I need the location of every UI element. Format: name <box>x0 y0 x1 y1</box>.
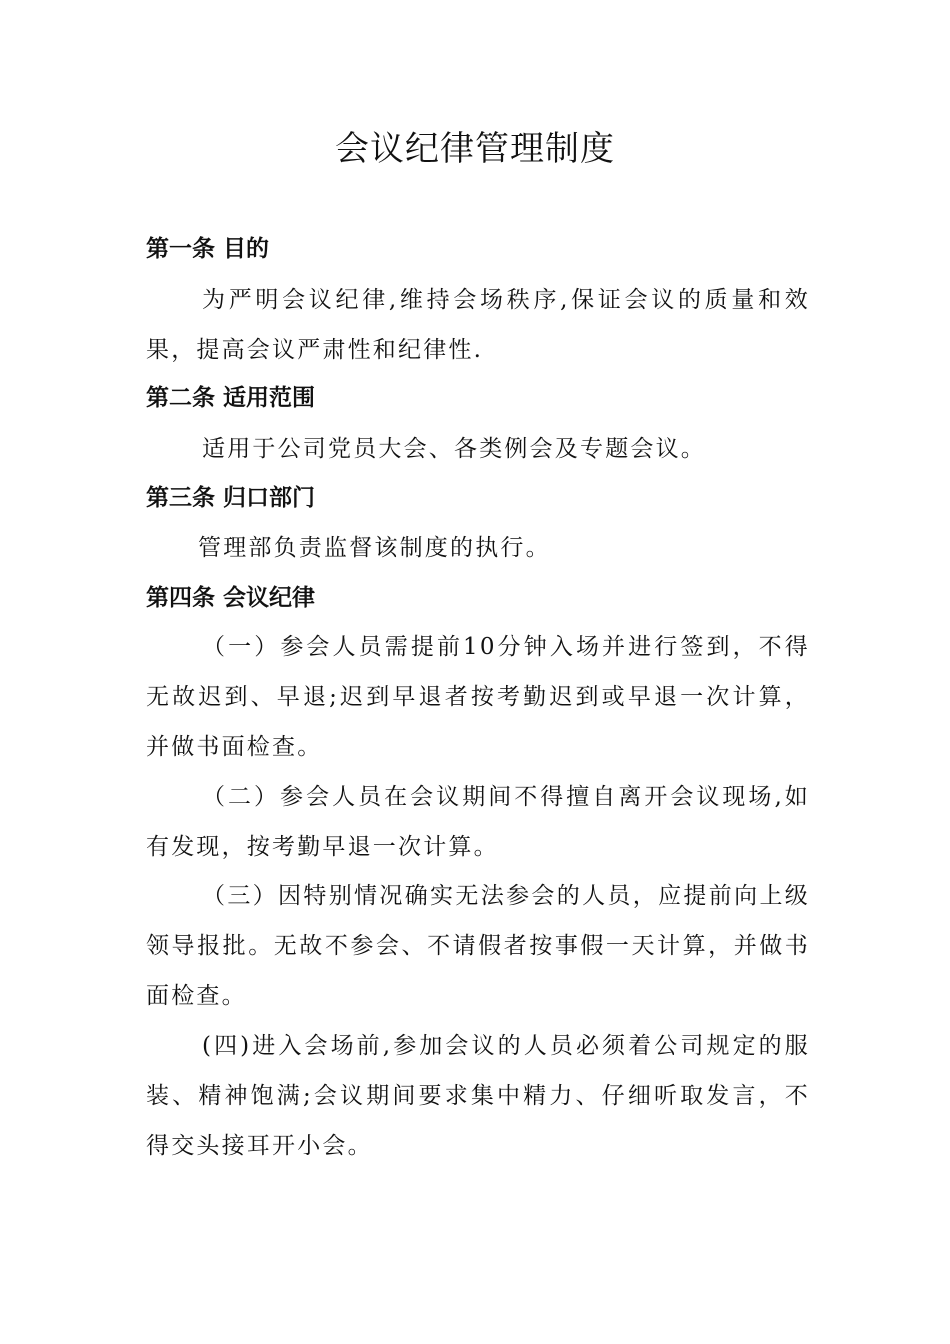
section-heading-discipline: 第四条 会议纪律 <box>146 585 316 611</box>
discipline-clause-2: （二）参会人员在会议期间不得擅自离开会议现场,如有发现，按考勤早退一次计算。 <box>146 784 810 860</box>
section-heading-department: 第三条 归口部门 <box>146 485 316 511</box>
section-heading-purpose: 第一条 目的 <box>146 236 270 262</box>
document-title: 会议纪律管理制度 <box>335 129 615 169</box>
section-heading-scope: 第二条 适用范围 <box>146 385 316 411</box>
section-paragraph-department: 管理部负责监督该制度的执行。 <box>198 535 551 561</box>
discipline-clause-3: （三）因特别情况确实无法参会的人员，应提前向上级领导报批。无故不参会、不请假者按事假一天计算，并做书面检查。 <box>146 883 810 1009</box>
section-paragraph-scope: 适用于公司党员大会、各类例会及专题会议。 <box>202 436 706 462</box>
discipline-clause-1: （一）参会人员需提前10分钟入场并进行签到，不得无故迟到、早退;迟到早退者按考勤迟到或早退一次计算，并做书面检查。 <box>146 634 810 760</box>
section-paragraph-purpose: 为严明会议纪律,维持会场秩序,保证会议的质量和效果，提高会议严肃性和纪律性. <box>146 287 810 363</box>
discipline-clause-4: (四)进入会场前,参加会议的人员必须着公司规定的服装、精神饱满;会议期间要求集中精力、仔细听取发言，不得交头接耳开小会。 <box>146 1033 810 1159</box>
